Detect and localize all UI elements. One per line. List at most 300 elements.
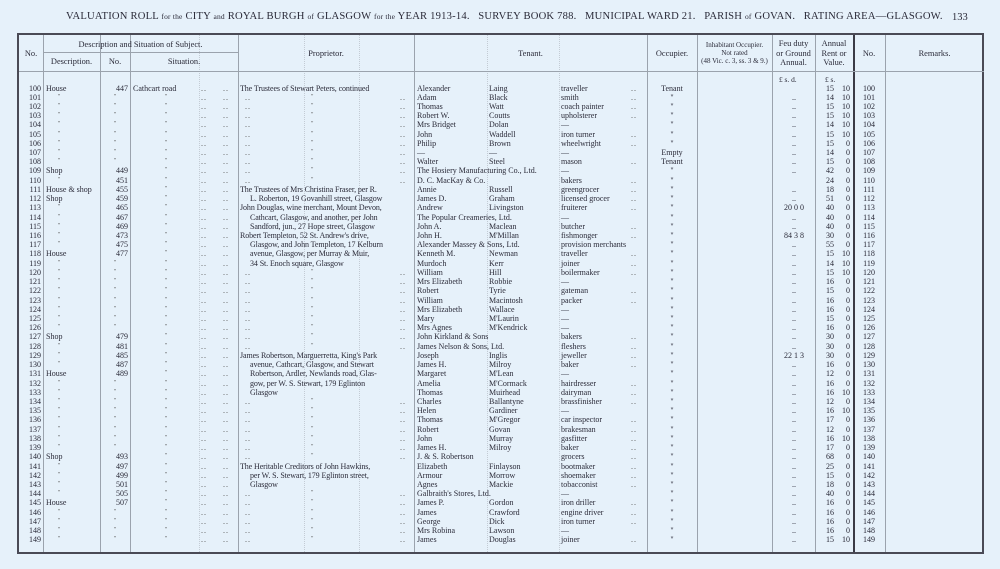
- feu-duty-cell: ..: [792, 258, 796, 268]
- street-number-cell: ": [113, 397, 117, 404]
- description-cell: ": [57, 434, 61, 441]
- row-number: 114: [29, 212, 41, 222]
- row-number: 101: [29, 92, 41, 102]
- rent-pounds: 68: [826, 452, 834, 462]
- street-number-cell: 499: [116, 470, 128, 480]
- feu-duty-cell: ..: [792, 92, 796, 102]
- header-annual-rent: [815, 39, 853, 68]
- situation-cell: ": [164, 416, 168, 423]
- description-cell: ": [57, 213, 61, 220]
- tenant-occupation: brakesman: [561, 424, 596, 434]
- situation-dots: ..: [223, 489, 229, 499]
- proprietor-ditto-dots: ..: [245, 92, 251, 102]
- situation-cell: ": [164, 222, 168, 229]
- rent-pounds: 15: [826, 101, 834, 111]
- row-number-right: 123: [863, 295, 875, 305]
- tenant-occupation: fishmonger: [561, 231, 598, 241]
- tenant-occupation: —: [561, 120, 569, 130]
- title-part: and: [213, 12, 225, 21]
- row-number-right: 111: [863, 184, 875, 194]
- street-number-cell: 455: [116, 184, 128, 194]
- situation-dots: ..: [201, 166, 207, 176]
- title-part: PARISH: [704, 11, 743, 22]
- rent-shillings: 0: [846, 277, 850, 287]
- rent-shillings: 0: [846, 360, 850, 370]
- feu-duty-cell: ..: [792, 120, 796, 130]
- occupation-dots: ..: [631, 332, 637, 342]
- table-row: [19, 323, 984, 332]
- proprietor-cell: 34 St. Enoch square, Glasgow: [250, 258, 344, 268]
- rent-pounds: 15: [826, 83, 834, 93]
- row-number-right: 118: [863, 249, 875, 259]
- description-cell: ": [57, 324, 61, 331]
- proprietor-ditto-dots: ..: [245, 323, 251, 333]
- proprietor-ditto-dots: ..: [400, 332, 406, 342]
- table-row: [19, 240, 984, 249]
- row-number-right: 127: [863, 332, 875, 342]
- situation-cell: ": [164, 241, 168, 248]
- table-row: [19, 434, 984, 443]
- header-desc-group: Description and Situation of Subject.: [78, 40, 203, 49]
- situation-dots: ..: [223, 101, 229, 111]
- tenant-last-name: Finlayson: [489, 461, 521, 471]
- street-number-cell: ": [113, 305, 117, 312]
- description-cell: ": [57, 296, 61, 303]
- tenant-occupation: greengrocer: [561, 184, 600, 194]
- situation-dots: ..: [223, 516, 229, 526]
- table-row: [19, 369, 984, 378]
- occupation-dots: ..: [631, 295, 637, 305]
- street-number-cell: ": [113, 527, 117, 534]
- table-row: [19, 277, 984, 286]
- proprietor-ditto-dots: ..: [245, 286, 251, 296]
- situation-dots: ..: [201, 184, 207, 194]
- row-number: 129: [29, 350, 41, 360]
- rent-pounds: 16: [826, 387, 834, 397]
- tenant-first-name: John: [417, 433, 433, 443]
- situation-dots: ..: [223, 332, 229, 342]
- street-number-cell: ": [113, 379, 117, 386]
- situation-dots: ..: [201, 129, 207, 139]
- proprietor-ditto-mark: ": [311, 416, 314, 423]
- tenant-occupation: boilermaker: [561, 267, 600, 277]
- tenant-last-name: Watt: [489, 101, 504, 111]
- situation-dots: ..: [223, 360, 229, 370]
- tenant-occupation: fleshers: [561, 341, 586, 351]
- rating-area: RATING AREA—GLASGOW.: [803, 11, 943, 22]
- rent-pounds: 16: [826, 516, 834, 526]
- rent-shillings: 10: [842, 535, 850, 545]
- row-number: 132: [29, 378, 41, 388]
- tenant-occupation: joiner: [561, 535, 580, 545]
- description-cell: ": [57, 315, 61, 321]
- situation-dots: ..: [201, 304, 207, 314]
- table-row: [19, 305, 984, 314]
- situation-dots: ..: [201, 249, 207, 259]
- table-row: [19, 406, 984, 415]
- row-number-right: 140: [863, 452, 875, 462]
- tenant-last-name: Waddell: [489, 129, 516, 139]
- rent-shillings: 10: [842, 433, 850, 443]
- situation-dots: ..: [223, 415, 229, 425]
- tenant-occupation: iron turner: [561, 516, 595, 526]
- street-number-cell: ": [113, 93, 117, 100]
- row-number-right: 137: [863, 424, 875, 434]
- proprietor-ditto-mark: ": [311, 499, 314, 506]
- situation-dots: ..: [201, 286, 207, 296]
- tenant-first-name: John Kirkland & Sons: [417, 332, 489, 342]
- situation-dots: ..: [201, 443, 207, 453]
- table-row: [19, 120, 984, 129]
- rent-shillings: 10: [842, 111, 850, 121]
- rent-pounds: 40: [826, 203, 834, 213]
- rent-pounds: 18: [826, 479, 834, 489]
- proprietor-ditto-dots: ..: [400, 433, 406, 443]
- situation-dots: ..: [201, 387, 207, 397]
- survey-book: SURVEY BOOK 788.: [478, 11, 577, 22]
- tenant-last-name: M'Millan: [489, 231, 519, 241]
- table-row: [19, 415, 984, 424]
- situation-cell: ": [164, 434, 168, 441]
- proprietor-ditto-dots: ..: [245, 526, 251, 536]
- header-remarks: Remarks.: [918, 49, 951, 58]
- proprietor-ditto-dots: ..: [245, 443, 251, 453]
- situation-cell: ": [164, 93, 168, 100]
- tenant-last-name: Mackie: [489, 479, 513, 489]
- occupation-dots: ..: [631, 184, 637, 194]
- occupier-cell: ": [670, 396, 674, 406]
- tenant-first-name: Robert: [417, 424, 439, 434]
- tenant-last-name: Macintosh: [489, 295, 523, 305]
- row-number-right: 129: [863, 350, 875, 360]
- occupation-dots: ..: [631, 175, 637, 185]
- rent-shillings: 10: [842, 258, 850, 268]
- tenant-last-name: M'Kendrick: [489, 323, 528, 333]
- situation-cell: ": [164, 536, 168, 543]
- tenant-last-name: Govan: [489, 424, 511, 434]
- proprietor-ditto-mark: ": [311, 296, 314, 303]
- rent-pounds: 17: [826, 443, 834, 453]
- title-part: of: [307, 12, 315, 21]
- description-cell: ": [57, 480, 61, 487]
- row-number: 146: [29, 507, 41, 517]
- proprietor-cell: gow, per W. S. Stewart, 179 Eglinton: [250, 378, 365, 388]
- tenant-occupation: traveller: [561, 83, 588, 93]
- table-row: [19, 93, 984, 102]
- occupier-cell: ": [670, 194, 674, 204]
- description-cell: House: [46, 498, 67, 508]
- situation-cell: ": [164, 453, 168, 460]
- tenant-first-name: Kenneth M.: [417, 249, 456, 259]
- proprietor-ditto-mark: ": [311, 287, 314, 294]
- tenant-first-name: John H.: [417, 231, 442, 241]
- occupier-cell: ": [670, 120, 674, 130]
- proprietor-ditto-mark: ": [311, 527, 314, 534]
- description-cell: ": [57, 268, 61, 275]
- tenant-first-name: Mrs Robina: [417, 526, 455, 536]
- proprietor-cell: Sandford, jun., 27 Hope street, Glasgow: [250, 221, 375, 231]
- occupation-dots: ..: [631, 461, 637, 471]
- situation-cell: ": [164, 130, 168, 137]
- row-number-right: 104: [863, 120, 875, 130]
- tenant-first-name: Agnes: [417, 479, 438, 489]
- rent-shillings: 10: [842, 83, 850, 93]
- row-number: 110: [29, 175, 41, 185]
- situation-dots: ..: [201, 369, 207, 379]
- occupier-cell: ": [670, 378, 674, 388]
- table-row: [19, 535, 984, 544]
- feu-duty-cell: ..: [792, 129, 796, 139]
- tenant-last-name: Muirhead: [489, 387, 521, 397]
- title-part: YEAR 1913-14.: [397, 11, 470, 22]
- rent-shillings: 10: [842, 92, 850, 102]
- tenant-occupation: butcher: [561, 221, 585, 231]
- rent-shillings: 0: [846, 461, 850, 471]
- rent-pounds: 16: [826, 406, 834, 416]
- occupier-cell: ": [670, 249, 674, 259]
- occupation-dots: ..: [631, 221, 637, 231]
- situation-dots: ..: [201, 267, 207, 277]
- situation-dots: ..: [201, 231, 207, 241]
- row-number-right: 116: [863, 231, 875, 241]
- occupation-dots: ..: [631, 479, 637, 489]
- description-cell: Shop: [46, 166, 63, 176]
- street-number-cell: ": [113, 278, 117, 285]
- table-row: [19, 268, 984, 277]
- occupier-cell: ": [670, 479, 674, 489]
- situation-cell: ": [164, 444, 168, 451]
- situation-dots: ..: [223, 83, 229, 93]
- proprietor-ditto-dots: ..: [400, 535, 406, 545]
- proprietor-ditto-dots: ..: [400, 507, 406, 517]
- rent-shillings: 0: [846, 424, 850, 434]
- tenant-first-name: Armour: [417, 470, 443, 480]
- situation-dots: ..: [223, 212, 229, 222]
- table-row: [19, 222, 984, 231]
- proprietor-ditto-mark: ": [311, 453, 314, 460]
- proprietor-ditto-dots: ..: [400, 286, 406, 296]
- tenant-first-name: Mrs Bridget: [417, 120, 456, 130]
- street-number-cell: 479: [116, 332, 128, 342]
- proprietor-ditto-dots: ..: [245, 489, 251, 499]
- row-number: 108: [29, 157, 41, 167]
- row-number: 137: [29, 424, 41, 434]
- proprietor-ditto-mark: ": [311, 305, 314, 312]
- occupier-cell: Tenant: [661, 157, 683, 167]
- proprietor-ditto-dots: ..: [400, 166, 406, 176]
- tenant-first-name: Charles: [417, 396, 442, 406]
- occupier-cell: ": [670, 433, 674, 443]
- tenant-last-name: Gordon: [489, 498, 514, 508]
- row-number: 142: [29, 470, 41, 480]
- proprietor-cell: L. Roberton, 19 Govanhill street, Glasgow: [250, 194, 383, 204]
- occupier-cell: ": [670, 129, 674, 139]
- tenant-last-name: Hill: [489, 267, 502, 277]
- row-number-right: 113: [863, 203, 875, 213]
- row-number-right: 126: [863, 323, 875, 333]
- proprietor-ditto-mark: ": [311, 93, 314, 100]
- proprietor-ditto-dots: ..: [400, 101, 406, 111]
- row-number: 141: [29, 461, 41, 471]
- situation-cell: ": [164, 250, 168, 257]
- row-number: 100: [29, 83, 41, 93]
- situation-cell: ": [164, 296, 168, 303]
- feu-duty-cell: ..: [792, 267, 796, 277]
- situation-cell: ": [164, 278, 168, 285]
- row-number-right: 128: [863, 341, 875, 351]
- table-row: [19, 462, 984, 471]
- rent-shillings: 0: [846, 138, 850, 148]
- description-cell: ": [57, 379, 61, 386]
- row-number-right: 124: [863, 304, 875, 314]
- rent-pounds: 24: [826, 175, 834, 185]
- tenant-first-name: Galbraith's Stores, Ltd.: [417, 489, 491, 499]
- occupation-dots: ..: [631, 378, 637, 388]
- rent-pounds: 15: [826, 111, 834, 121]
- occupier-cell: ": [670, 461, 674, 471]
- proprietor-ditto-mark: ": [311, 342, 314, 349]
- proprietor-ditto-mark: ": [311, 444, 314, 451]
- table-row: [19, 259, 984, 268]
- street-number-cell: 475: [116, 240, 128, 250]
- table-row: [19, 360, 984, 369]
- street-number-cell: ": [113, 324, 117, 331]
- street-number-cell: 449: [116, 166, 128, 176]
- table-row: [19, 194, 984, 203]
- row-number: 147: [29, 516, 41, 526]
- tenant-occupation: —: [561, 148, 569, 158]
- row-number: 123: [29, 295, 41, 305]
- proprietor-ditto-dots: ..: [245, 166, 251, 176]
- proprietor-ditto-dots: ..: [245, 341, 251, 351]
- situation-cell: ": [164, 158, 168, 165]
- street-number-cell: 485: [116, 350, 128, 360]
- proprietor-ditto-dots: ..: [400, 175, 406, 185]
- situation-dots: ..: [223, 194, 229, 204]
- occupier-cell: ": [670, 295, 674, 305]
- situation-dots: ..: [223, 387, 229, 397]
- proprietor-ditto-dots: ..: [400, 120, 406, 130]
- description-cell: ": [57, 149, 61, 156]
- situation-dots: ..: [223, 166, 229, 176]
- description-cell: ": [57, 388, 61, 395]
- feu-duty-cell: ..: [792, 470, 796, 480]
- situation-cell: ": [164, 324, 168, 331]
- description-cell: ": [57, 361, 61, 368]
- occupation-dots: ..: [631, 101, 637, 111]
- tenant-first-name: Thomas: [417, 101, 443, 111]
- situation-dots: ..: [201, 240, 207, 250]
- proprietor-ditto-dots: ..: [400, 443, 406, 453]
- tenant-last-name: Laing: [489, 83, 508, 93]
- row-number: 121: [29, 277, 41, 287]
- street-number-cell: ": [113, 434, 117, 441]
- row-number: 115: [29, 221, 41, 231]
- rent-pounds: 15: [826, 129, 834, 139]
- feu-duty-cell: ..: [792, 138, 796, 148]
- table-row: [19, 452, 984, 461]
- street-number-cell: 477: [116, 249, 128, 259]
- table-row: [19, 342, 984, 351]
- tenant-last-name: Graham: [489, 194, 515, 204]
- rent-pounds: 40: [826, 212, 834, 222]
- proprietor-ditto-dots: ..: [400, 415, 406, 425]
- situation-dots: ..: [223, 314, 229, 323]
- occupier-cell: ": [670, 184, 674, 194]
- table-row: [19, 332, 984, 341]
- situation-dots: ..: [223, 304, 229, 314]
- rent-shillings: 10: [842, 129, 850, 139]
- situation-dots: ..: [223, 341, 229, 351]
- occupier-cell: ": [670, 175, 674, 185]
- header-inhabitant-line: Inhabitant Occupier.: [705, 41, 764, 49]
- feu-duty-cell: ..: [792, 286, 796, 296]
- tenant-last-name: Wallace: [489, 304, 515, 314]
- occupier-cell: ": [670, 277, 674, 287]
- proprietor-ditto-dots: ..: [400, 304, 406, 314]
- street-number-cell: ": [113, 508, 117, 515]
- situation-dots: ..: [201, 424, 207, 434]
- tenant-occupation: bootmaker: [561, 461, 596, 471]
- proprietor-ditto-dots: ..: [245, 396, 251, 406]
- rent-pounds: 30: [826, 350, 834, 360]
- situation-dots: ..: [223, 157, 229, 167]
- situation-dots: ..: [201, 194, 207, 204]
- proprietor-cell: Robertson, Ardler, Newlands road, Glas-: [250, 369, 377, 379]
- rent-pounds: 15: [826, 157, 834, 167]
- tenant-occupation: baker: [561, 360, 579, 370]
- occupation-dots: ..: [631, 424, 637, 434]
- situation-dots: ..: [223, 443, 229, 453]
- header-no-right: No.: [862, 49, 876, 58]
- tenant-occupation: —: [561, 369, 569, 379]
- proprietor-ditto-dots: ..: [245, 175, 251, 185]
- occupation-dots: ..: [631, 360, 637, 370]
- street-number-cell: 469: [116, 221, 128, 231]
- rent-pounds: 14: [826, 258, 834, 268]
- tenant-first-name: William: [417, 267, 443, 277]
- occupier-cell: ": [670, 387, 674, 397]
- proprietor-ditto-mark: ": [311, 139, 314, 146]
- tenant-first-name: James: [417, 507, 437, 517]
- proprietor-ditto-dots: ..: [245, 138, 251, 148]
- situation-cell: ": [164, 517, 168, 524]
- situation-cell: ": [164, 333, 168, 340]
- occupation-dots: ..: [631, 470, 637, 480]
- situation-dots: ..: [201, 332, 207, 342]
- proprietor-ditto-mark: ": [311, 158, 314, 165]
- occupation-dots: ..: [631, 341, 637, 351]
- proprietor-ditto-mark: ": [311, 536, 314, 543]
- rent-pounds: 15: [826, 249, 834, 259]
- tenant-first-name: The Hosiery Manufacturing Co., Ltd.: [417, 166, 537, 176]
- title-part: of: [744, 12, 752, 21]
- situation-dots: ..: [201, 120, 207, 130]
- tenant-first-name: Mrs Agnes: [417, 323, 452, 333]
- proprietor-ditto-dots: ..: [400, 452, 406, 462]
- street-number-cell: ": [113, 149, 117, 156]
- situation-dots: ..: [223, 267, 229, 277]
- street-number-cell: ": [113, 388, 117, 395]
- tenant-occupation: —: [561, 323, 569, 333]
- occupation-dots: ..: [631, 258, 637, 268]
- occupation-dots: ..: [631, 83, 637, 93]
- table-row: [19, 111, 984, 120]
- row-number-right: 142: [863, 470, 875, 480]
- description-cell: ": [57, 416, 61, 423]
- description-cell: ": [57, 158, 61, 165]
- situation-dots: ..: [201, 323, 207, 333]
